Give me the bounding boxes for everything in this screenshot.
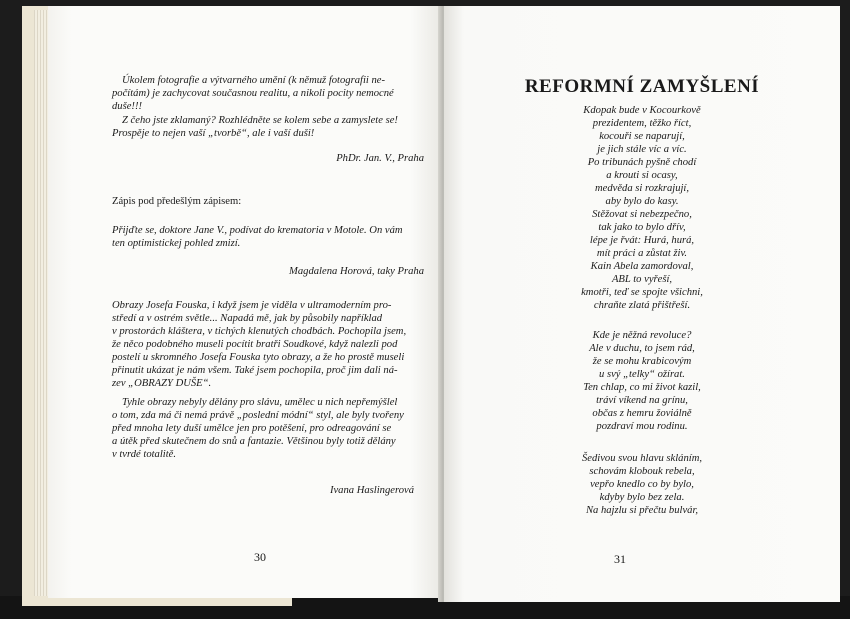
poem-line: kmotři, teď se spojte všichni, (581, 287, 703, 298)
poem-line: Kde je něžná revoluce? (592, 330, 692, 341)
page-number: 31 (614, 552, 626, 566)
text-line: Obrazy Josefa Fouska, i když jsem je viděla v ultramoderním pro- (112, 300, 392, 311)
poem-line: občas z hemru žoviálně (592, 408, 692, 419)
poem-line: mít práci a zůstat živ. (596, 248, 688, 259)
text-line: středí a v ostrém světle... Napadá mě, jak by působily například (112, 313, 383, 324)
poem-line: je jich stále víc a víc. (597, 144, 687, 155)
poem-line: Ten chlap, co mi život kazil, (583, 382, 701, 393)
poem-line: a krouti si ocasy, (606, 170, 678, 181)
poem-line: Po tribunách pyšně chodí (587, 157, 697, 168)
poem-line: aby bylo do kasy. (605, 196, 679, 207)
text-line: duše!!! (112, 101, 143, 112)
text-line: Úkolem fotografie a výtvarného umění (k němuž fotografii ne- (122, 75, 386, 86)
signature: Ivana Haslingerová (329, 485, 414, 496)
poem-line: tráví víkend na grínu, (596, 395, 688, 406)
poem-line: Kain Abela zamordoval, (590, 261, 694, 272)
text-line: Přijďte se, doktore Jane V., podívat do krematoria v Motole. On vám (112, 225, 403, 236)
poem-line: prezidentem, těžko říct, (592, 118, 692, 129)
left-page (48, 6, 442, 598)
poem-line: že se mohu krabicovým (592, 356, 692, 367)
poem-title: REFORMNÍ ZAMYŠLENÍ (524, 76, 760, 97)
text-line: postelí u skromného Josefa Fouska tyto obrazy, a že ho prostě museli (112, 352, 405, 363)
text-line: přinutit ukázat je nám všem. Také jsem pochopila, proč jim dali ná- (112, 365, 398, 376)
poem-line: vepřo knedlo co by bylo, (590, 479, 694, 490)
poem-line: pozdraví mou rodinu. (596, 421, 688, 432)
text-line: v prostorách kláštera, v tichých klenutých chodbách. Pochopila jsem, (112, 326, 407, 337)
poem-line: u svý „telky“ ožírat. (599, 369, 685, 380)
signature: Magdalena Horová, taky Praha (289, 266, 424, 277)
poem-line: Ale v duchu, to jsem rád, (589, 343, 695, 354)
section-label: Zápis pod předešlým zápisem: (112, 196, 242, 207)
text-line: před mnoha lety duší umělce jen pro potěšení, pro odreagování se (112, 423, 392, 434)
text-line: v tvrdé totalitě. (112, 449, 177, 460)
poem-line: kdyby bylo bez zela. (599, 492, 685, 503)
text-line: o tom, zda má či nemá právě „poslední módní“ styl, ale byly tvořeny (112, 410, 404, 421)
poem-line: Šedivou svou hlavu skláním, (581, 453, 703, 464)
text-line: Tyhle obrazy nebyly dělány pro slávu, umělec u nich nepřemýšlel (122, 397, 398, 408)
poem-line: Stěžovat si nebezpečno, (592, 209, 692, 220)
signature: PhDr. Jan. V., Praha (336, 153, 424, 164)
poem-line: lépe je řvát: Hurá, hurá, (589, 235, 695, 246)
poem-line: ABL to vyřeší, (611, 274, 673, 285)
text-line: zev „OBRAZY DUŠE“. (112, 378, 212, 389)
right-page (444, 6, 840, 602)
poem-line: kocouři se naparují, (599, 131, 685, 142)
page-number: 30 (254, 550, 266, 564)
text-line: Z čeho jste zklamaný? Rozhlédněte se kolem sebe a zamyslete se! (122, 115, 398, 126)
poem-line: Kdopak bude v Kocourkově (583, 105, 701, 116)
text-line: ten optimistickej pohled zmizí. (112, 238, 241, 249)
text-line: počítám) je zachycovat současnou realitu, a nikoli pocity nemocné (112, 88, 394, 99)
poem-line: medvěda si rozkrajují, (594, 183, 690, 194)
text-line: že něco podobného museli pocítit bratři Soudkové, když nalezli pod (112, 339, 398, 350)
poem-line: schovám klobouk rebela, (589, 466, 695, 477)
poem-line: chraňte zlatá přištřeší. (593, 300, 691, 311)
poem-line: tak jako to bylo dřív, (598, 222, 686, 233)
text-line: a útěk před skutečnem do snů a fantazie. Většinou byly totiž dělány (112, 436, 396, 447)
text-line: Prospěje to nejen vaší „tvorbě“, ale i vaší duši! (112, 128, 315, 139)
poem-line: Na hajzlu si přečtu bulvár, (585, 505, 699, 516)
